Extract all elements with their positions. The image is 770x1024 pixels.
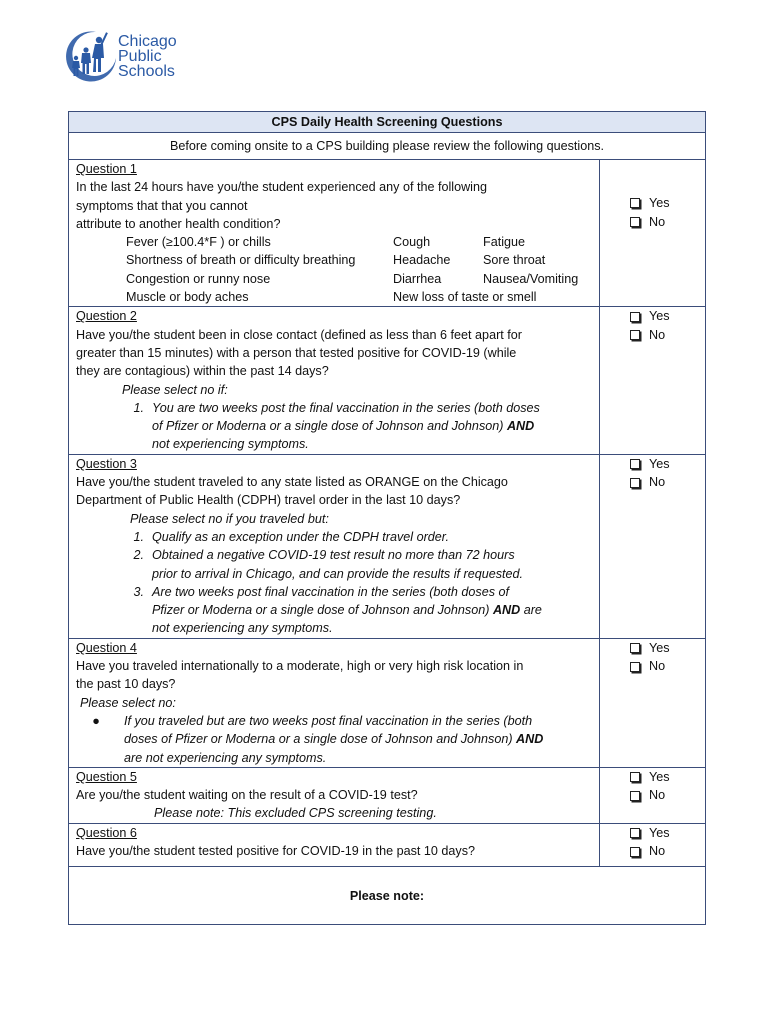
and-emphasis: AND bbox=[516, 732, 544, 747]
question-3-row bbox=[69, 454, 706, 638]
item-text: are not experiencing any symptoms. bbox=[124, 750, 327, 765]
symptom: New loss of taste or smell bbox=[393, 290, 537, 305]
please-note: Please note: bbox=[69, 866, 706, 924]
yes-option[interactable] bbox=[630, 824, 705, 843]
no-option[interactable] bbox=[630, 786, 705, 805]
question-text: Have you/the student traveled to any state listed as ORANGE on the Chicago bbox=[76, 475, 508, 490]
exception-item bbox=[76, 546, 593, 583]
symptom: Sore throat bbox=[483, 253, 546, 268]
question-5-row bbox=[69, 767, 706, 823]
no-option[interactable] bbox=[630, 842, 705, 861]
exception-item bbox=[76, 399, 593, 454]
form-title: CPS Daily Health Screening Questions bbox=[69, 112, 706, 133]
question-6 bbox=[69, 823, 600, 866]
question-4-answers bbox=[600, 638, 706, 767]
option-label: No bbox=[649, 327, 666, 342]
question-title: Question 6 bbox=[76, 825, 137, 840]
cps-logo bbox=[66, 28, 196, 88]
question-1 bbox=[69, 160, 600, 307]
logo-wordmark bbox=[118, 34, 177, 79]
yes-option[interactable] bbox=[630, 768, 705, 787]
question-2-answers bbox=[600, 307, 706, 454]
question-text: attribute to another health condition? bbox=[76, 216, 281, 231]
select-note: Please select no: bbox=[80, 695, 176, 710]
symptom: Cough bbox=[393, 235, 431, 250]
item-text: of Pfizer or Moderna or a single dose of Johnson and Johnson) bbox=[152, 419, 504, 434]
question-text: Are you/the student waiting on the result of a COVID-19 test? bbox=[76, 788, 418, 803]
item-number: 1. bbox=[133, 400, 144, 415]
question-2-row bbox=[69, 307, 706, 454]
logo-line-2: Public bbox=[118, 48, 162, 65]
option-label: Yes bbox=[649, 456, 670, 471]
item-text: are bbox=[523, 603, 542, 618]
symptom-grid bbox=[126, 233, 593, 306]
bullet-icon: ● bbox=[92, 713, 100, 728]
question-text: Have you traveled internationally to a moderate, high or very high risk location in bbox=[76, 659, 524, 674]
symptom: Shortness of breath or difficulty breathing bbox=[126, 253, 356, 268]
screening-form bbox=[68, 111, 706, 925]
question-title: Question 5 bbox=[76, 769, 137, 784]
select-note: Please select no if: bbox=[122, 382, 228, 397]
and-emphasis: AND bbox=[492, 603, 521, 618]
exception-item bbox=[76, 528, 593, 546]
yes-option[interactable] bbox=[630, 455, 705, 474]
option-label: No bbox=[649, 475, 666, 490]
question-5 bbox=[69, 767, 600, 823]
item-text: Obtained a negative COVID-19 test result no more than 72 hours bbox=[152, 548, 515, 563]
checkbox-icon[interactable] bbox=[630, 772, 640, 782]
option-label: Yes bbox=[649, 640, 670, 655]
checkbox-icon[interactable] bbox=[630, 330, 640, 340]
select-note: Please select no if you traveled but: bbox=[130, 511, 329, 526]
symptom: Nausea/Vomiting bbox=[483, 271, 579, 286]
yes-option[interactable] bbox=[630, 639, 705, 658]
question-4 bbox=[69, 638, 600, 767]
no-option[interactable] bbox=[630, 473, 705, 492]
symptom: Muscle or body aches bbox=[126, 290, 249, 305]
item-text: Pfizer or Moderna or a single dose of Johnson and Johnson) bbox=[152, 603, 490, 618]
symptom: Congestion or runny nose bbox=[126, 271, 271, 286]
checkbox-icon[interactable] bbox=[630, 478, 640, 488]
question-text: symptoms that that you cannot bbox=[76, 198, 248, 213]
question-title: Question 3 bbox=[76, 456, 137, 471]
option-label: No bbox=[649, 214, 666, 229]
item-number: 2. bbox=[133, 548, 144, 563]
option-label: Yes bbox=[649, 769, 670, 784]
question-title: Question 2 bbox=[76, 309, 137, 324]
item-text: doses of Pfizer or Moderna or a single dose of Johnson and Johnson) bbox=[124, 732, 513, 747]
and-emphasis: AND bbox=[506, 419, 535, 434]
symptom: Fever (≥100.4*F ) or chills bbox=[126, 235, 271, 250]
form-intro: Before coming onsite to a CPS building please review the following questions. bbox=[69, 133, 706, 160]
question-3-answers bbox=[600, 454, 706, 638]
no-option[interactable] bbox=[630, 326, 705, 345]
question-1-answers bbox=[600, 160, 706, 307]
item-text: prior to arrival in Chicago, and can provide the results if requested. bbox=[152, 566, 524, 581]
symptom: Fatigue bbox=[483, 235, 526, 250]
question-title: Question 1 bbox=[76, 162, 137, 176]
item-text: You are two weeks post the final vaccination in the series (both doses bbox=[152, 400, 540, 415]
question-1-row bbox=[69, 160, 706, 307]
item-number: 3. bbox=[133, 584, 144, 599]
yes-option[interactable] bbox=[630, 307, 705, 326]
question-5-answers bbox=[600, 767, 706, 823]
question-text: they are contagious) within the past 14 days? bbox=[76, 364, 329, 379]
checkbox-icon[interactable] bbox=[630, 312, 640, 322]
question-note: Please note: This excluded CPS screening testing. bbox=[154, 806, 437, 821]
option-label: Yes bbox=[649, 309, 670, 324]
question-text: the past 10 days? bbox=[76, 677, 176, 692]
question-6-answers bbox=[600, 823, 706, 866]
checkbox-icon[interactable] bbox=[630, 217, 640, 227]
logo-line-3: Schools bbox=[118, 63, 175, 80]
option-label: No bbox=[649, 659, 666, 674]
option-label: Yes bbox=[649, 825, 670, 840]
no-option[interactable] bbox=[630, 657, 705, 676]
logo-line-1: Chicago bbox=[118, 33, 177, 50]
checkbox-icon[interactable] bbox=[630, 847, 640, 857]
item-number: 1. bbox=[133, 529, 144, 544]
question-3 bbox=[69, 454, 600, 638]
item-text: If you traveled but are two weeks post final vaccination in the series (both bbox=[124, 713, 533, 728]
item-text: not experiencing any symptoms. bbox=[152, 621, 333, 636]
symptom: Headache bbox=[393, 253, 451, 268]
cps-logo-icon bbox=[66, 28, 122, 86]
question-text: Department of Public Health (CDPH) travel order in the last 10 days? bbox=[76, 493, 461, 508]
checkbox-icon[interactable] bbox=[630, 828, 640, 838]
no-option[interactable] bbox=[630, 213, 705, 232]
question-text: greater than 15 minutes) with a person that tested positive for COVID-19 (while bbox=[76, 345, 517, 360]
question-4-row bbox=[69, 638, 706, 767]
checkbox-icon[interactable] bbox=[630, 459, 640, 469]
checkbox-icon[interactable] bbox=[630, 791, 640, 801]
symptom: Diarrhea bbox=[393, 271, 442, 286]
question-text: In the last 24 hours have you/the student experienced any of the following bbox=[76, 180, 487, 195]
exception-item bbox=[76, 583, 593, 638]
option-label: No bbox=[649, 844, 666, 859]
exception-item bbox=[76, 712, 593, 767]
option-label: No bbox=[649, 788, 666, 803]
item-text: Qualify as an exception under the CDPH travel order. bbox=[152, 529, 450, 544]
item-text: not experiencing symptoms. bbox=[152, 437, 309, 452]
checkbox-icon[interactable] bbox=[630, 643, 640, 653]
yes-option[interactable] bbox=[630, 194, 705, 213]
question-text: Have you/the student been in close contact (defined as less than 6 feet apart for bbox=[76, 327, 522, 342]
checkbox-icon[interactable] bbox=[630, 198, 640, 208]
question-6-row bbox=[69, 823, 706, 866]
checkbox-icon[interactable] bbox=[630, 662, 640, 672]
option-label: Yes bbox=[649, 196, 670, 211]
question-text: Have you/the student tested positive for COVID-19 in the past 10 days? bbox=[76, 844, 476, 859]
question-2 bbox=[69, 307, 600, 454]
item-text: Are two weeks post final vaccination in the series (both doses of bbox=[152, 584, 510, 599]
question-title: Question 4 bbox=[76, 640, 137, 655]
